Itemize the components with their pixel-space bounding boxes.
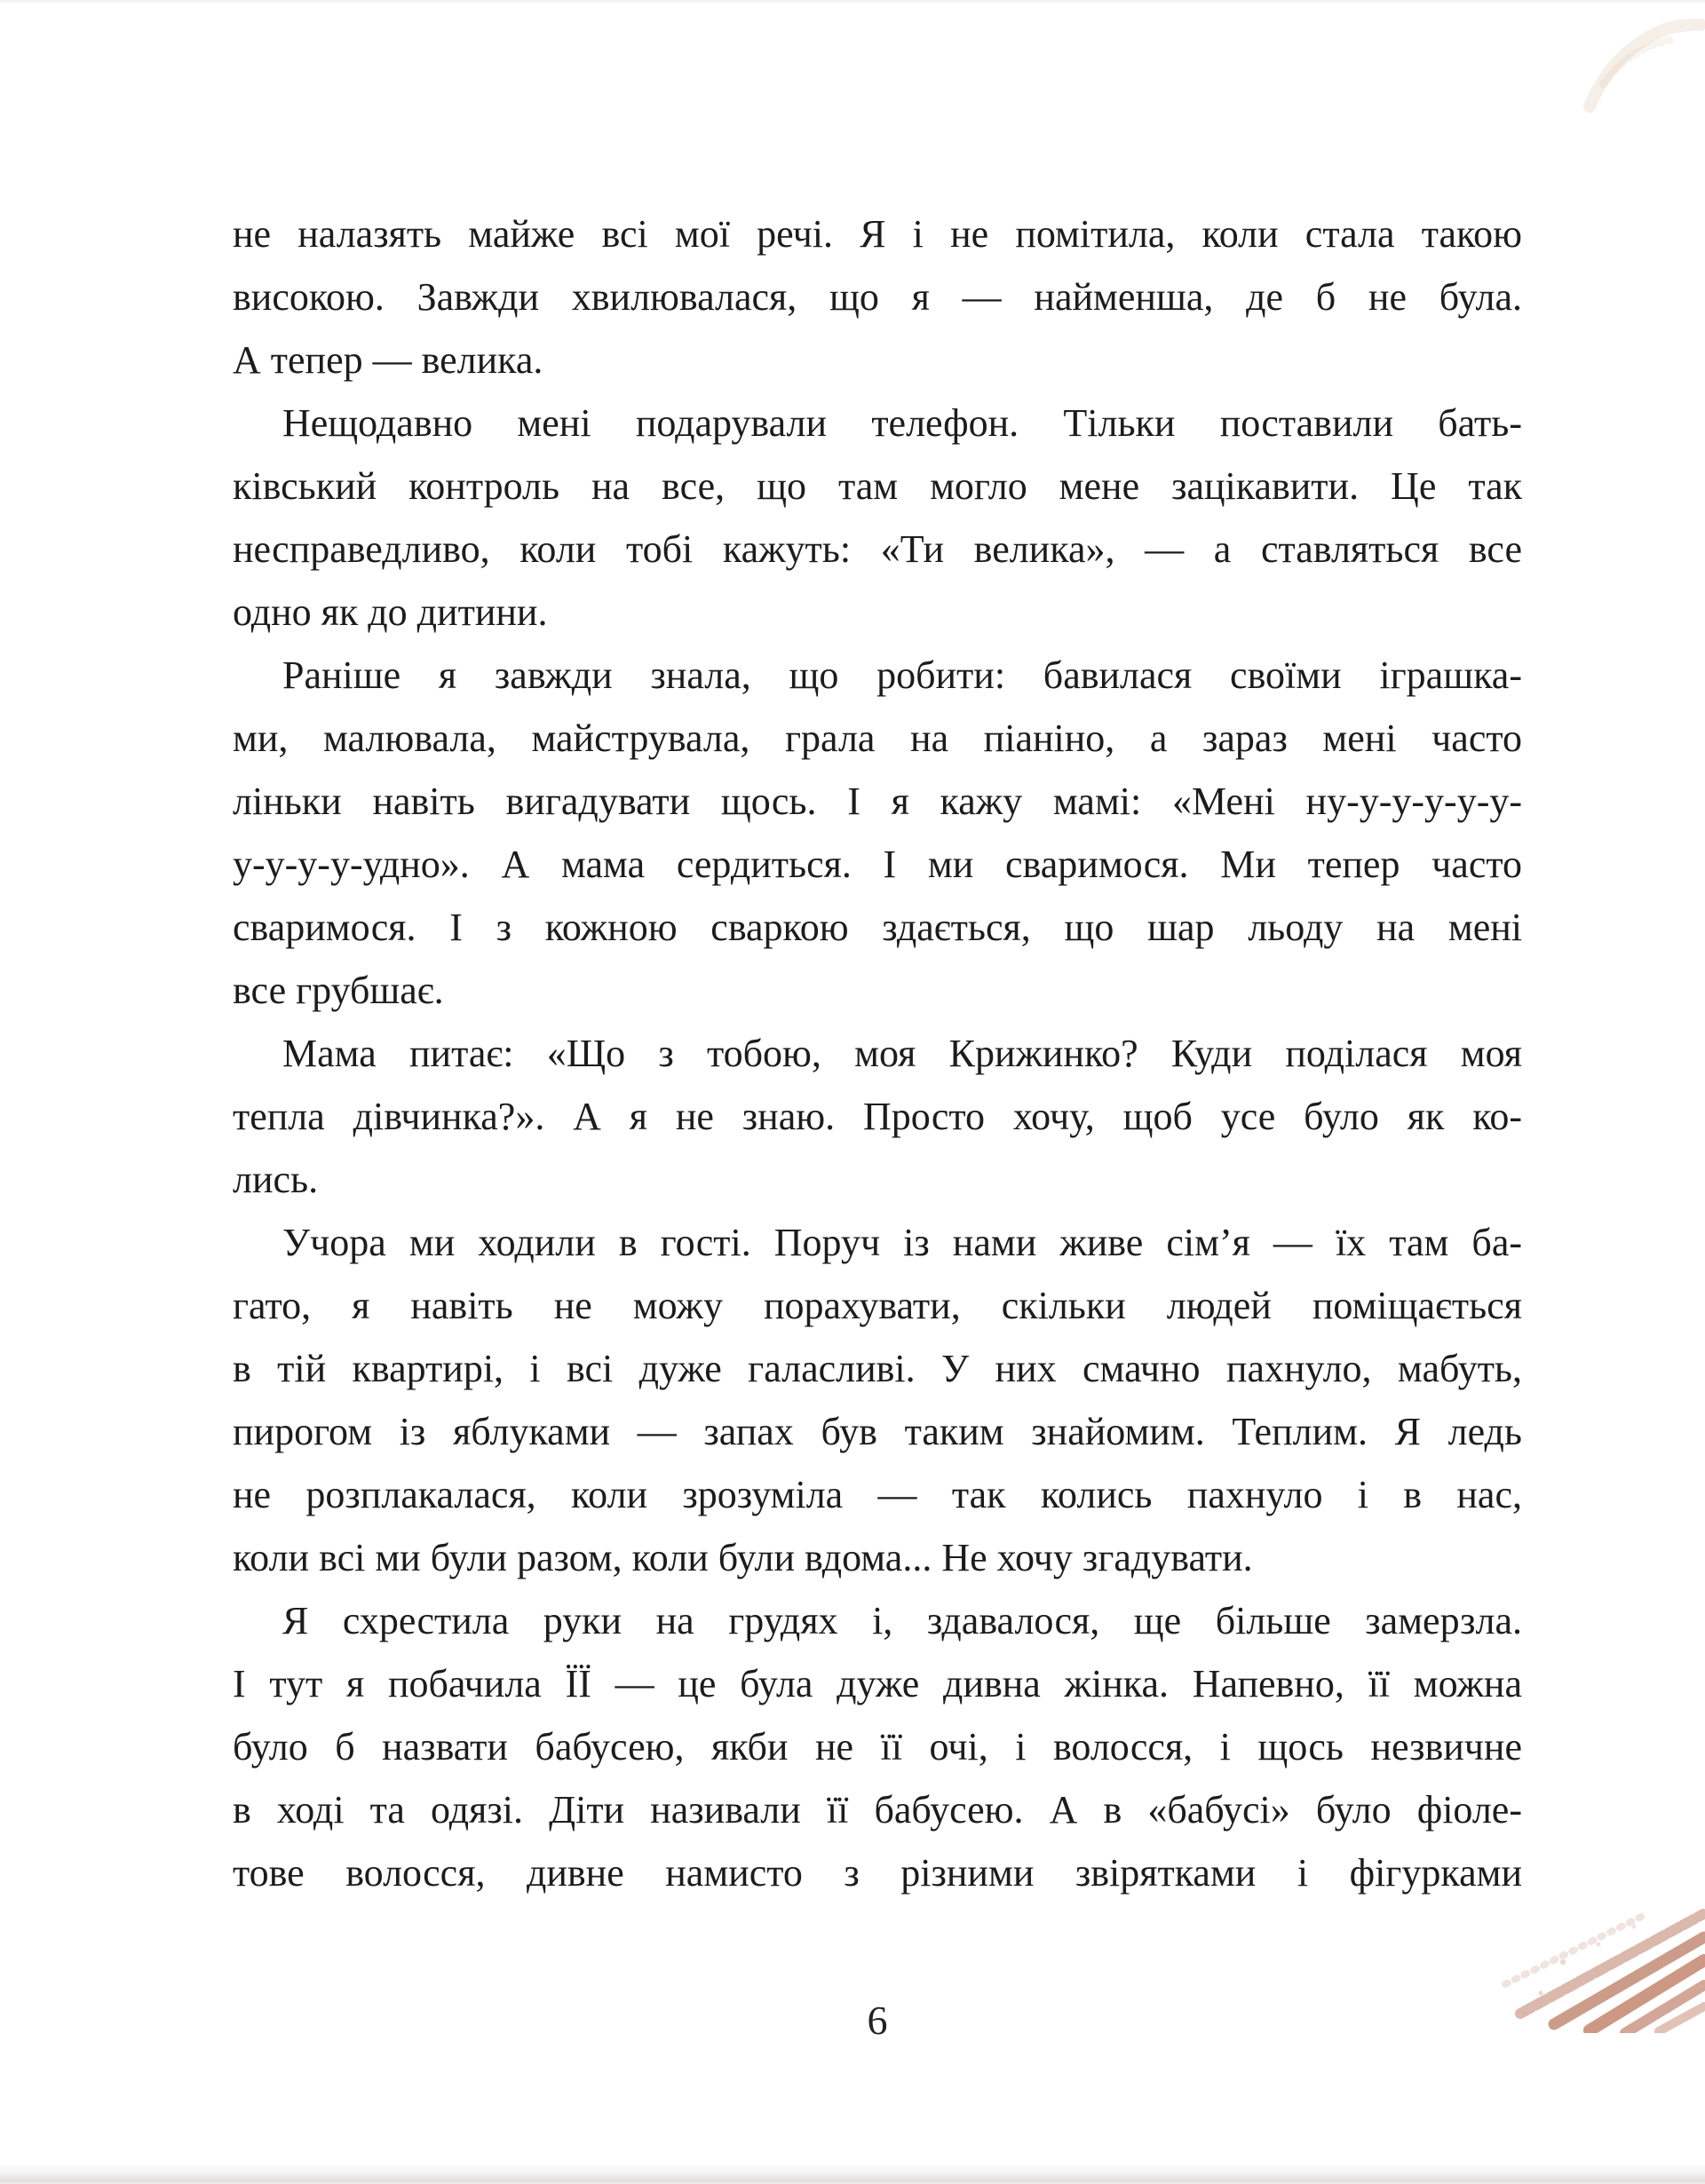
text-line: все грубшає. bbox=[233, 969, 444, 1012]
text-line: А тепер — велика. bbox=[233, 338, 543, 382]
text-line: сваримося. І з кожною сваркою здається, що шар льоду на мені bbox=[233, 906, 1522, 949]
text-line: у-у-у-у-удно». А мама сердиться. І ми сваримося. Ми тепер часто bbox=[233, 843, 1522, 886]
paragraph bbox=[233, 1022, 1522, 1211]
text-line: Раніше я завжди знала, що робити: бавилася своїми іграшка- bbox=[282, 653, 1522, 697]
paragraph bbox=[233, 392, 1522, 644]
text-line: було б назвати бабусею, якби не її очі, і волосся, і щось незвичне bbox=[233, 1725, 1522, 1769]
text-line: Нещодавно мені подарували телефон. Тільки поставили бать- bbox=[282, 401, 1522, 445]
page-text bbox=[233, 202, 1522, 1904]
text-line: ківський контроль на все, що там могло мене зацікавити. Це так bbox=[233, 464, 1522, 508]
page-bottom-edge bbox=[0, 2163, 1705, 2184]
text-line: не розплакалася, коли зрозуміла — так колись пахнуло і в нас, bbox=[233, 1473, 1522, 1516]
text-line: ми, малювала, майструвала, грала на піаніно, а зараз мені часто bbox=[233, 716, 1522, 760]
page-top-edge bbox=[0, 0, 1705, 4]
text-line: пирогом із яблуками — запах був таким знайомим. Теплим. Я ледь bbox=[233, 1410, 1522, 1453]
text-line: Мама питає: «Що з тобою, моя Крижинко? Куди поділася моя bbox=[282, 1032, 1522, 1075]
text-line: І тут я побачила ЇЇ — це була дуже дивна жінка. Напевно, її можна bbox=[233, 1662, 1522, 1705]
text-line: в ході та одязі. Діти називали її бабусею. А в «бабусі» було фіоле- bbox=[233, 1788, 1522, 1832]
top-right-brush-swoosh-decoration bbox=[1536, 0, 1705, 124]
text-line: гато, я навіть не можу порахувати, скільки людей поміщається bbox=[233, 1284, 1522, 1327]
paragraph bbox=[233, 644, 1522, 1022]
text-line: не налазять майже всі мої речі. Я і не помітила, коли стала такою bbox=[233, 212, 1522, 256]
text-line: одно як до дитини. bbox=[233, 590, 548, 634]
text-line: Я схрестила руки на грудях і, здавалося, ще більше замерзла. bbox=[282, 1599, 1522, 1642]
paragraph bbox=[233, 202, 1522, 392]
paragraph bbox=[233, 1589, 1522, 1904]
text-line: Учора ми ходили в гості. Поруч із нами живе сім’я — їх там ба- bbox=[282, 1221, 1522, 1264]
bottom-right-brush-strokes-decoration bbox=[1501, 1802, 1705, 2033]
text-line: несправедливо, коли тобі кажуть: «Ти велика», — а ставляться все bbox=[233, 527, 1522, 571]
text-line: тове волосся, дивне намисто з різними звірятками і фігурками bbox=[233, 1851, 1522, 1895]
text-line: лись. bbox=[233, 1158, 319, 1201]
text-line: ліньки навіть вигадувати щось. І я кажу мамі: «Мені ну-у-у-у-у-у- bbox=[233, 779, 1522, 823]
text-line: тепла дівчинка?». А я не знаю. Просто хочу, щоб усе було як ко- bbox=[233, 1095, 1522, 1138]
paragraph bbox=[233, 1211, 1522, 1589]
page-number: 6 bbox=[867, 1998, 888, 2043]
text-line: коли всі ми були разом, коли були вдома... Не хочу згадувати. bbox=[233, 1536, 1253, 1579]
text-line: високою. Завжди хвилювалася, що я — найменша, де б не була. bbox=[233, 275, 1522, 319]
text-line: в тій квартирі, і всі дуже галасливі. У них смачно пахнуло, мабуть, bbox=[233, 1347, 1522, 1390]
